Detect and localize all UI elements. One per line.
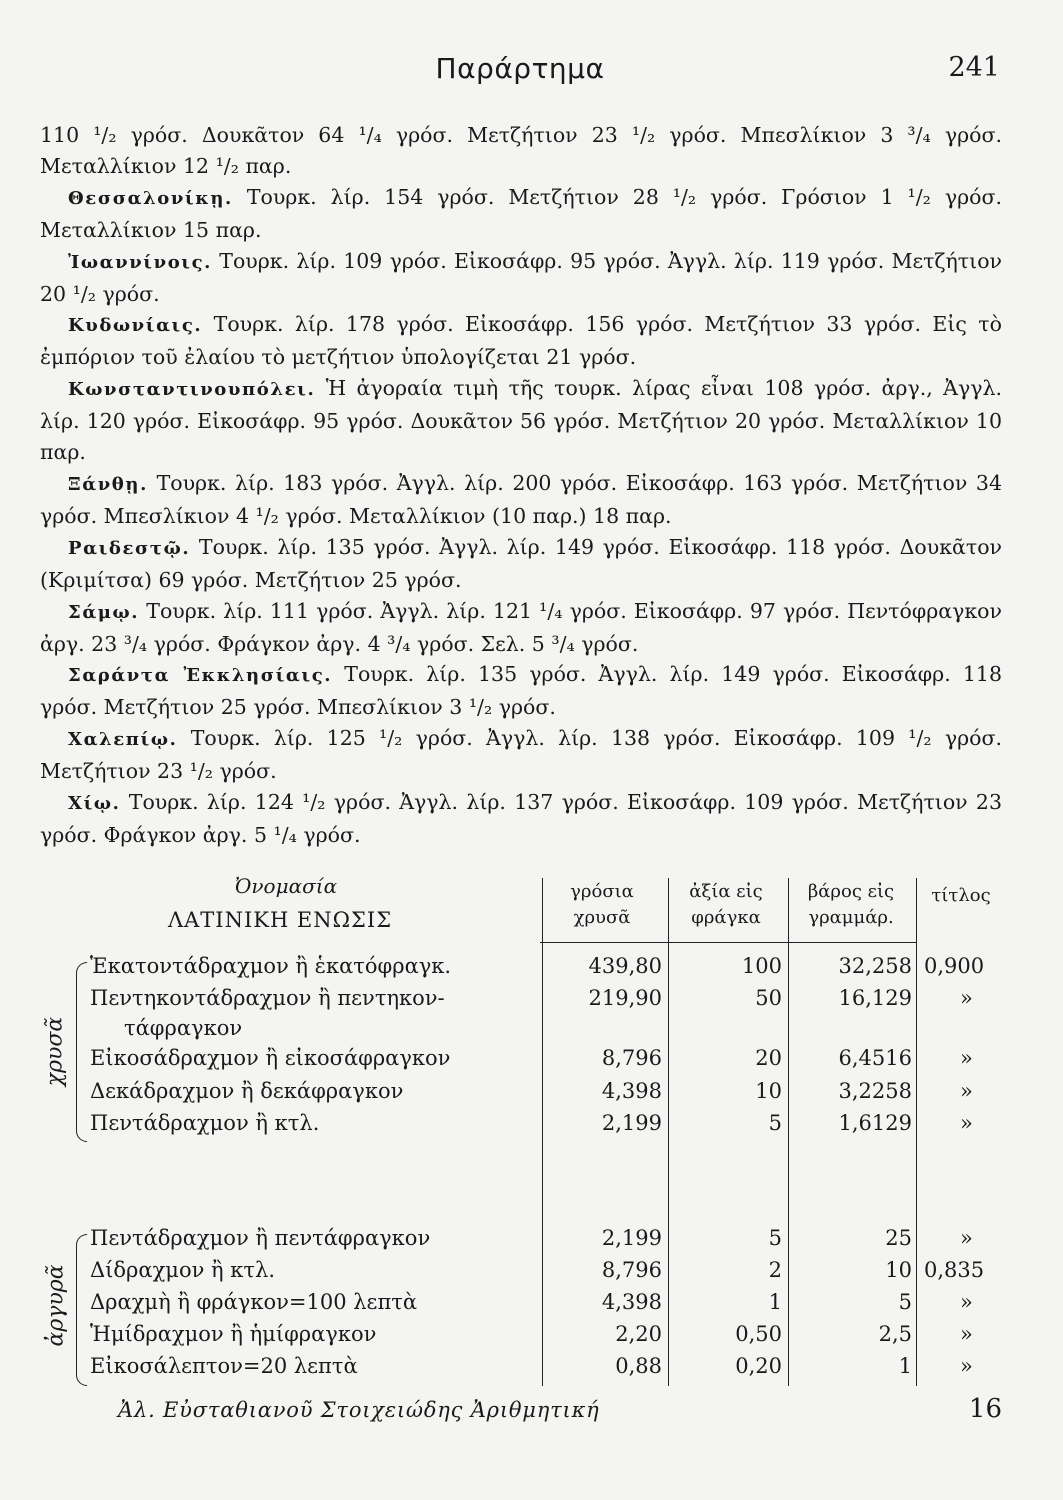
coin-fineness: »: [960, 1290, 973, 1314]
coin-weight: 1: [898, 1354, 912, 1378]
coin-francs: 2: [768, 1258, 782, 1282]
coin-piastres: 4,398: [601, 1290, 662, 1314]
header-francs-2: φράγκα: [691, 907, 761, 928]
city-label: Ἰωαννίνοις.: [68, 251, 213, 273]
coin-weight: 5: [898, 1290, 912, 1314]
coin-weight: 6,4516: [838, 1046, 912, 1070]
coin-fineness: »: [960, 1322, 973, 1346]
paragraph: [40, 723, 1002, 787]
header-francs-1: ἀξία εἰς: [689, 881, 763, 902]
page-footer: [40, 1394, 1002, 1434]
gold-brace: [76, 962, 87, 1142]
paragraph-text: Τουρκ. λίρ. 135 γρόσ. Ἀγγλ. λίρ. 149 γρόσ. Εἰκοσάφρ. 118 γρόσ. Δουκᾶτον (Κριμίτσα) 69 γρόσ. Μετζήτιον 25 γρόσ.: [40, 534, 1002, 592]
city-label: Κυδωνίαις.: [68, 315, 203, 337]
coin-name: Εἰκοσάλεπτον=20 λεπτὰ: [90, 1354, 358, 1378]
coin-francs: 50: [755, 986, 782, 1010]
city-label: Θεσσαλονίκῃ.: [68, 187, 233, 209]
coin-name: Εἰκοσάδραχμον ἢ εἰκοσάφραγκον: [90, 1046, 451, 1070]
coin-piastres: 2,20: [615, 1322, 662, 1346]
coin-francs: 5: [768, 1111, 782, 1135]
coin-fineness: »: [960, 1354, 973, 1378]
coin-piastres: 4,398: [601, 1079, 662, 1103]
paragraph-text: Τουρκ. λίρ. 178 γρόσ. Εἰκοσάφρ. 156 γρόσ. Μετζήτιον 33 γρόσ. Εἰς τὸ ἐμπόριον τοῦ ἐλαίου τὸ μετζήτιον ὑπολογίζεται 21 γρόσ.: [40, 312, 1002, 370]
coin-fineness: »: [960, 1046, 973, 1070]
coin-francs: 0,20: [735, 1354, 782, 1378]
column-divider: [916, 878, 917, 1386]
city-label: Ξάνθῃ.: [68, 473, 148, 495]
coin-francs: 10: [755, 1079, 782, 1103]
header-rule: [540, 942, 916, 943]
coin-name-continued: τάφραγκον: [124, 1016, 243, 1040]
footer-book-title: Ἀλ. Εὐσταθιανοῦ Στοιχειώδης Ἀριθμητική: [118, 1398, 600, 1422]
silver-group-label: ἀργυρᾶ: [43, 1264, 69, 1347]
paragraph-text: Τουρκ. λίρ. 111 γρόσ. Ἀγγλ. λίρ. 121 ¹/₄ γρόσ. Εἰκοσάφρ. 97 γρόσ. Πεντόφραγκον ἀργ. 23 ³/₄ γρόσ. Φράγκον ἀργ. 4 ³/₄ γρόσ. Σελ. 5 ³/₄ γρόσ.: [40, 598, 1002, 656]
paragraph: [40, 532, 1002, 596]
coin-name: Δίδραχμον ἢ κτλ.: [90, 1258, 276, 1282]
coin-name: Ἡμίδραχμον ἢ ἡμίφραγκον: [90, 1322, 377, 1346]
paragraph-text: Τουρκ. λίρ. 154 γρόσ. Μετζήτιον 28 ¹/₂ γρόσ. Γρόσιον 1 ¹/₂ γρόσ. Μεταλλίκιον 15 παρ.: [40, 184, 1002, 242]
coin-table: [40, 874, 1002, 1434]
paragraph-text: Τουρκ. λίρ. 183 γρόσ. Ἀγγλ. λίρ. 200 γρόσ. Εἰκοσάφρ. 163 γρόσ. Μετζήτιον 34 γρόσ. Μπεσλίκιον 4 ¹/₂ γρόσ. Μεταλλίκιον (10 παρ.) 18 παρ.: [40, 470, 1002, 528]
city-label: Χίῳ.: [68, 793, 121, 815]
coin-fineness: »: [960, 1079, 973, 1103]
paragraph: [40, 659, 1002, 723]
city-label: Χαλεπίῳ.: [68, 729, 178, 751]
paragraph: [40, 120, 1002, 182]
running-title: Παράρτημα: [435, 52, 605, 85]
paragraph-text: 110 ¹/₂ γρόσ. Δουκᾶτον 64 ¹/₄ γρόσ. Μετζήτιον 23 ¹/₂ γρόσ. Μπεσλίκιον 3 ³/₄ γρόσ. Μεταλλίκιον 12 ¹/₂ παρ.: [40, 123, 1002, 178]
body-text: [40, 120, 1002, 851]
coin-name: Ἑκατοντάδραχμον ἢ ἑκατόφραγκ.: [90, 954, 452, 978]
paragraph: [40, 246, 1002, 310]
coin-weight: 10: [885, 1258, 912, 1282]
header-piastres-2: χρυσᾶ: [573, 907, 631, 928]
coin-fineness: 0,900: [924, 954, 985, 978]
header-fineness: τίτλος: [931, 885, 991, 906]
paragraph: [40, 787, 1002, 851]
coin-piastres: 8,796: [601, 1258, 662, 1282]
coin-name: Πεντηκοντάδραχμον ἢ πεντηκον-: [90, 986, 445, 1010]
coin-piastres: 0,88: [615, 1354, 662, 1378]
header-piastres-1: γρόσια: [570, 881, 634, 902]
coin-weight: 25: [885, 1226, 912, 1250]
coin-francs: 20: [755, 1046, 782, 1070]
paragraph: [40, 373, 1002, 468]
coin-weight: 2,5: [878, 1322, 912, 1346]
coin-piastres: 439,80: [588, 954, 662, 978]
coin-piastres: 219,90: [588, 986, 662, 1010]
city-label: Σάμῳ.: [68, 601, 140, 623]
coin-name: Δραχμὴ ἢ φράγκον=100 λεπτὰ: [90, 1290, 418, 1314]
paragraph-text: Ἡ ἀγοραία τιμὴ τῆς τουρκ. λίρας εἶναι 108 γρόσ. ἀργ., Ἀγγλ. λίρ. 120 γρόσ. Εἰκοσάφρ. 95 γρόσ. Δουκᾶτον 56 γρόσ. Μετζήτιον 20 γρόσ. Μεταλλίκιον 10 παρ.: [40, 376, 1002, 465]
coin-fineness: »: [960, 1226, 973, 1250]
coin-name: Πεντάδραχμον ἢ πεντάφραγκον: [90, 1226, 431, 1250]
paragraph-text: Τουρκ. λίρ. 125 ¹/₂ γρόσ. Ἀγγλ. λίρ. 138 γρόσ. Εἰκοσάφρ. 109 ¹/₂ γρόσ. Μετζήτιον 23 ¹/₂ γρόσ.: [40, 726, 1002, 784]
coin-fineness: »: [960, 1111, 973, 1135]
coin-piastres: 8,796: [601, 1046, 662, 1070]
coin-francs: 0,50: [735, 1322, 782, 1346]
gold-group-label: χρυσᾶ: [42, 1016, 68, 1087]
city-label: Κωνσταντινουπόλει.: [68, 379, 316, 401]
coin-weight: 16,129: [838, 986, 912, 1010]
signature-mark: 16: [968, 1394, 1002, 1424]
header-weight-1: βάρος εἰς: [807, 881, 895, 902]
paragraph: [40, 182, 1002, 246]
paragraph-text: Τουρκ. λίρ. 135 γρόσ. Ἀγγλ. λίρ. 149 γρόσ. Εἰκοσάφρ. 118 γρόσ. Μετζήτιον 25 γρόσ. Μπεσλίκιον 3 ¹/₂ γρόσ.: [40, 662, 1002, 720]
header-union: ΛΑΤΙΝΙΚΗ ΕΝΩΣΙΣ: [167, 908, 393, 932]
coin-weight: 1,6129: [838, 1111, 912, 1135]
coin-weight: 32,258: [838, 954, 912, 978]
coin-name: Δεκάδραχμον ἢ δεκάφραγκον: [90, 1079, 404, 1103]
coin-francs: 5: [768, 1226, 782, 1250]
coin-weight: 3,2258: [838, 1079, 912, 1103]
paragraph: [40, 468, 1002, 532]
coin-francs: 100: [741, 954, 782, 978]
paragraph-text: Τουρκ. λίρ. 109 γρόσ. Εἰκοσάφρ. 95 γρόσ. Ἀγγλ. λίρ. 119 γρόσ. Μετζήτιον 20 ¹/₂ γρόσ.: [40, 248, 1002, 306]
coin-piastres: 2,199: [601, 1111, 662, 1135]
coin-name: Πεντάδραχμον ἢ κτλ.: [90, 1111, 320, 1135]
page-header: [40, 52, 1000, 96]
header-name: Ὀνομασία: [235, 874, 338, 898]
city-label: Ραιδεστῷ.: [68, 537, 191, 559]
coin-fineness: 0,835: [924, 1258, 985, 1282]
city-label: Σαράντα Ἐκκλησίαις.: [68, 665, 333, 687]
coin-fineness: »: [960, 986, 973, 1010]
page-number: 241: [948, 52, 1000, 83]
coin-francs: 1: [768, 1290, 782, 1314]
paragraph: [40, 309, 1002, 373]
header-weight-2: γραμμάρ.: [808, 907, 894, 928]
paragraph-text: Τουρκ. λίρ. 124 ¹/₂ γρόσ. Ἀγγλ. λίρ. 137 γρόσ. Εἰκοσάφρ. 109 γρόσ. Μετζήτιον 23 γρόσ. Φράγκον ἀργ. 5 ¹/₄ γρόσ.: [40, 790, 1002, 847]
coin-piastres: 2,199: [601, 1226, 662, 1250]
paragraph: [40, 596, 1002, 660]
silver-brace: [76, 1234, 87, 1386]
